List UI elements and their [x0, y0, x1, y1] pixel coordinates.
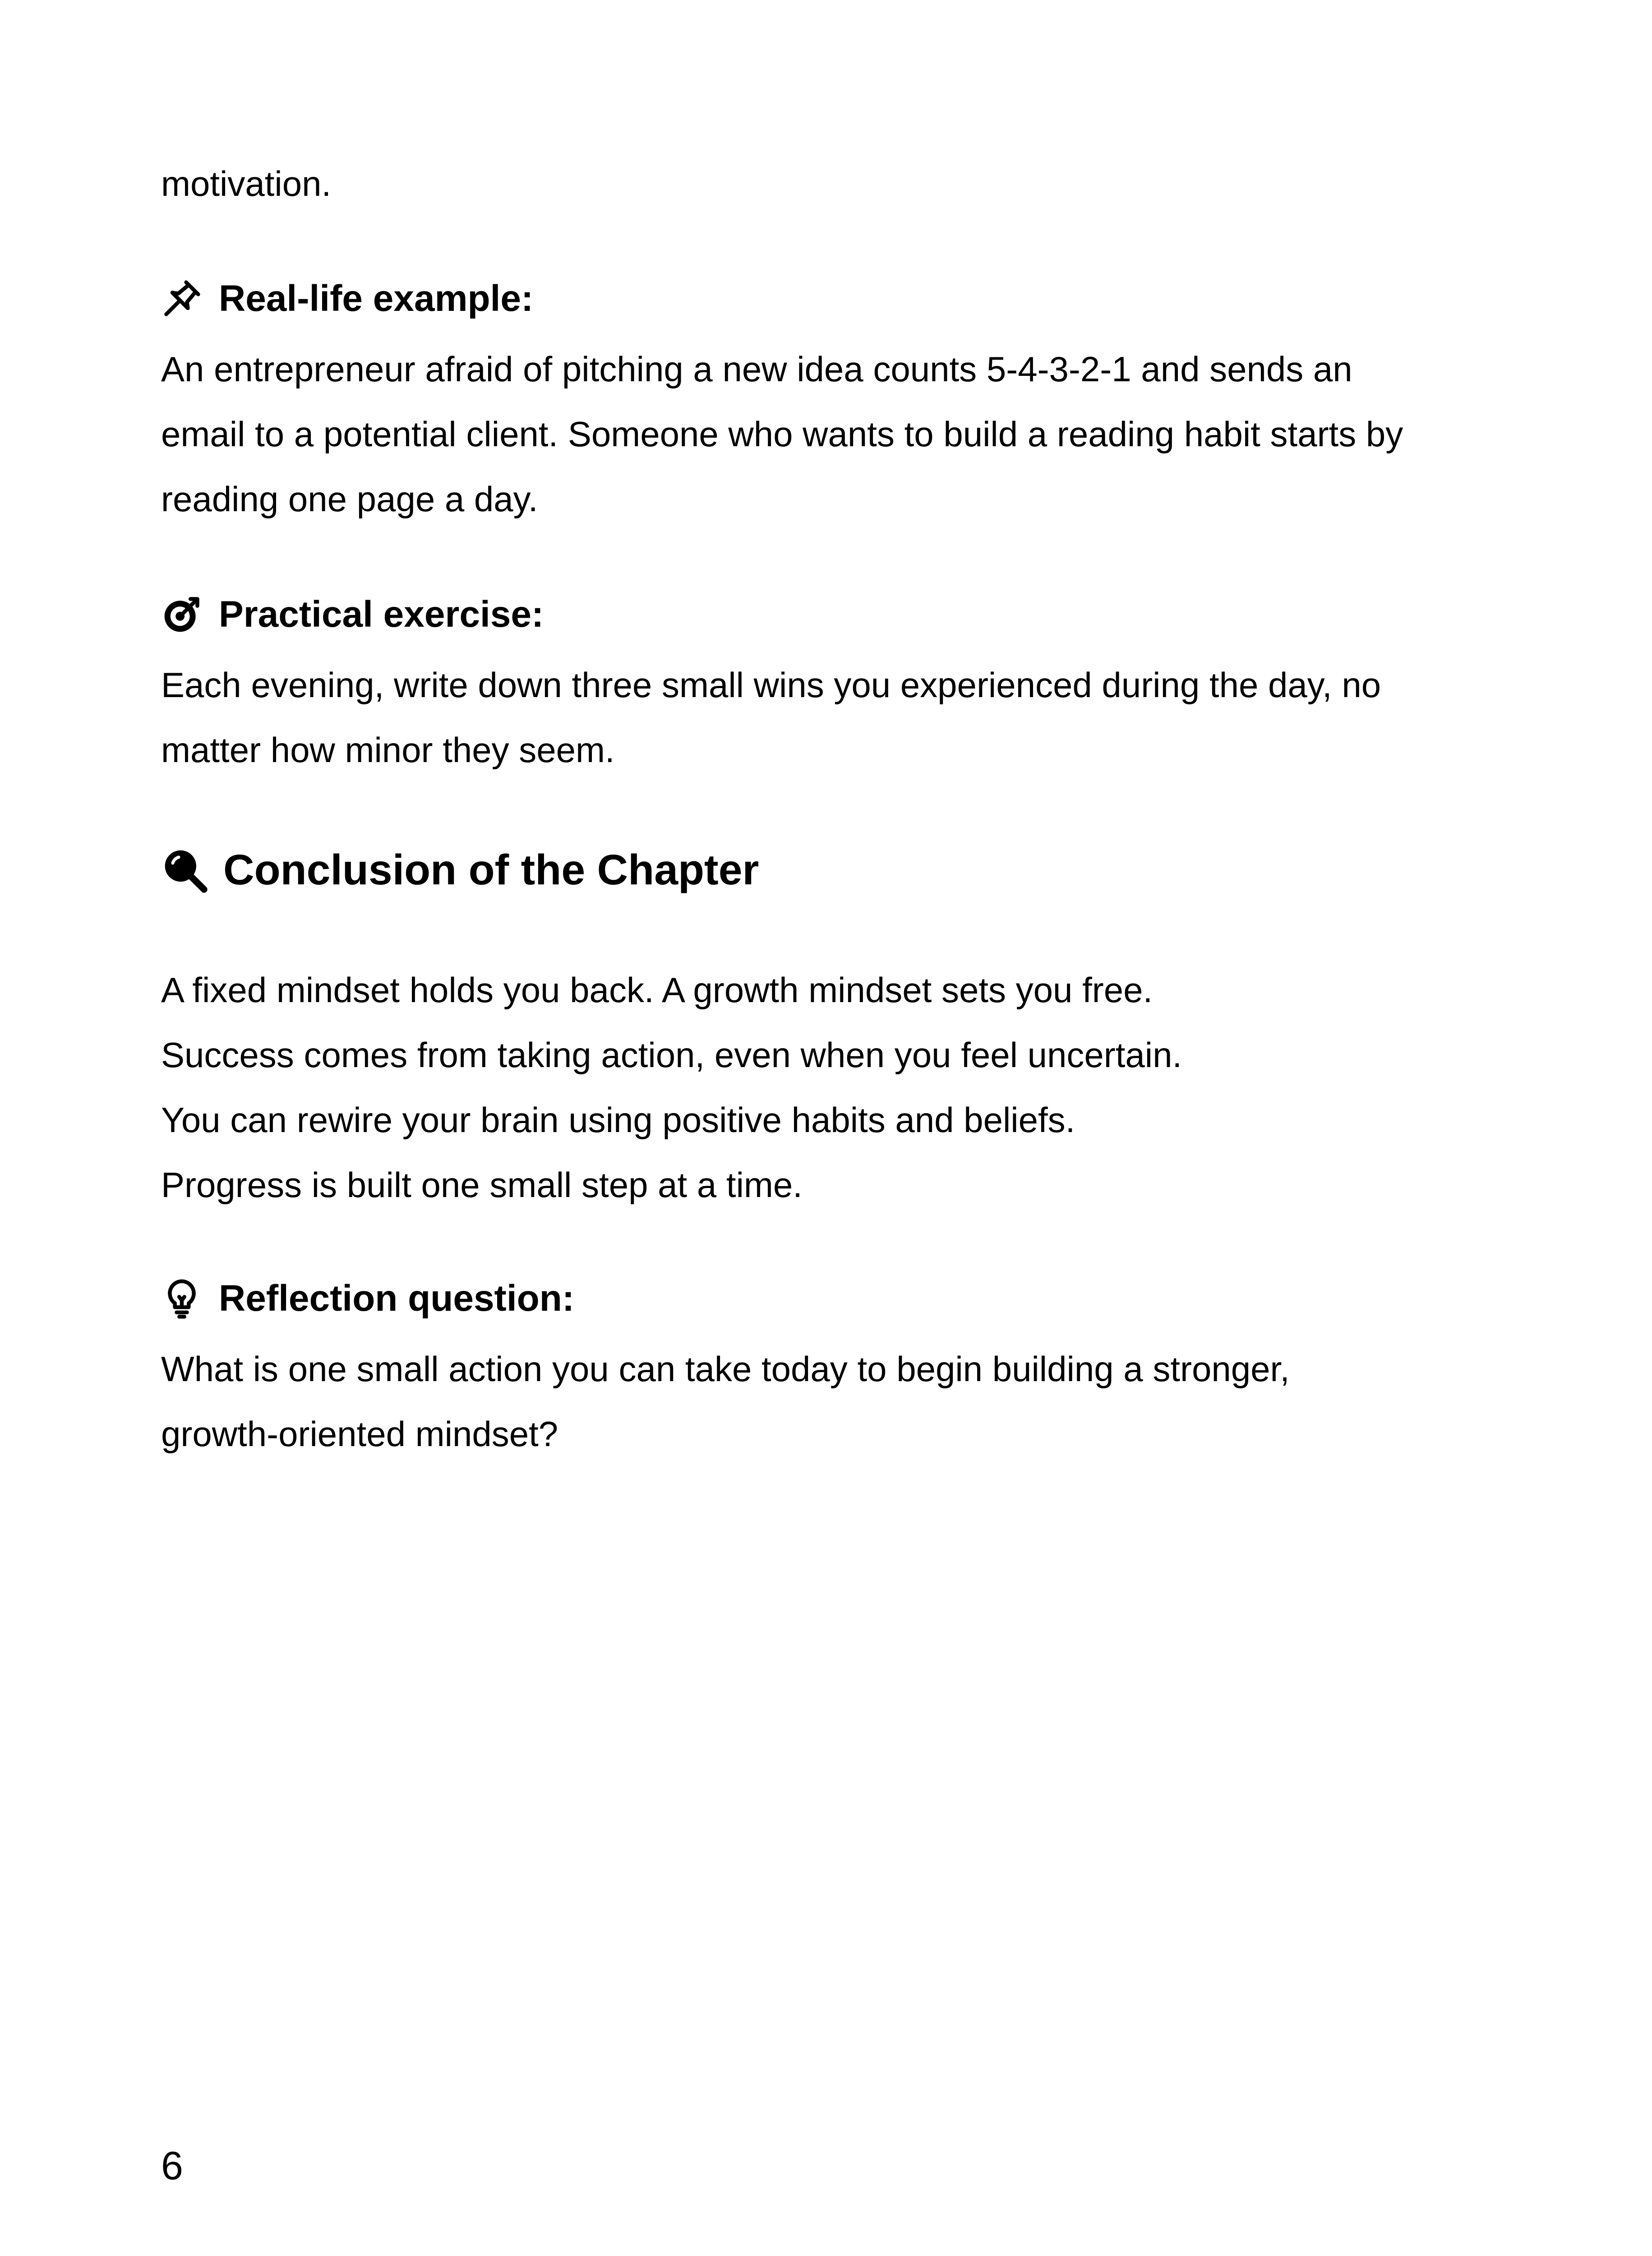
reflection-question-heading [161, 1271, 574, 1326]
reflection-line: growth-oriented mindset? [161, 1414, 558, 1454]
practical-exercise-line: matter how minor they seem. [161, 730, 615, 770]
page-number: 6 [161, 2143, 183, 2188]
practical-exercise-heading [161, 587, 544, 642]
conclusion-line: You can rewire your brain using positive habits and beliefs. [161, 1100, 1075, 1140]
practical-exercise-line: Each evening, write down three small wins you experienced during the day, no [161, 665, 1381, 705]
real-life-example-label: Real-life example: [219, 278, 534, 319]
real-life-example-heading [161, 272, 533, 326]
conclusion-line: Success comes from taking action, even when you feel uncertain. [161, 1035, 1182, 1075]
target-icon [161, 594, 203, 635]
conclusion-title [161, 838, 759, 901]
lightbulb-icon [161, 1278, 203, 1319]
conclusion-line: A fixed mindset holds you back. A growth mindset sets you free. [161, 970, 1153, 1010]
real-life-example-line: email to a potential client. Someone who wants to build a reading habit starts by [161, 414, 1403, 454]
real-life-example-line: An entrepreneur afraid of pitching a new idea counts 5-4-3-2-1 and sends an [161, 349, 1352, 389]
conclusion-title-label: Conclusion of the Chapter [223, 846, 759, 894]
conclusion-line: Progress is built one small step at a time. [161, 1165, 803, 1205]
practical-exercise-label: Practical exercise: [219, 594, 544, 635]
continuation-text: motivation. [161, 164, 332, 203]
pushpin-icon [161, 278, 203, 319]
real-life-example-line: reading one page a day. [161, 479, 538, 519]
magnifier-icon [161, 846, 208, 893]
reflection-question-label: Reflection question: [219, 1278, 575, 1319]
reflection-line: What is one small action you can take today to begin building a stronger, [161, 1349, 1290, 1389]
